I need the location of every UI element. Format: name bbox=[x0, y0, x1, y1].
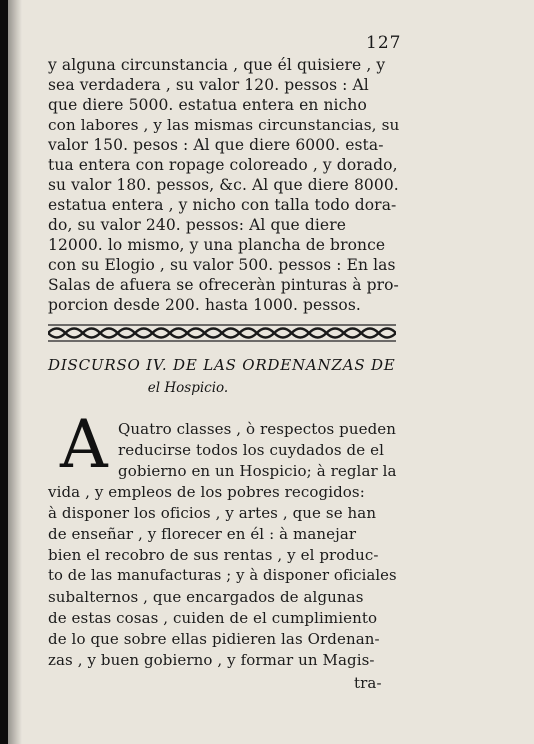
page-gutter-shadow bbox=[8, 0, 22, 744]
text-line: porcion desde 200. hasta 1000. pessos. bbox=[48, 296, 361, 314]
text-line: valor 150. pesos : Al que diere 6000. esta- bbox=[48, 136, 384, 154]
drop-cap: A bbox=[60, 406, 108, 483]
catchword: tra- bbox=[354, 674, 382, 692]
text-line: vida , y empleos de los pobres recogidos: bbox=[48, 483, 365, 501]
ornamental-divider bbox=[48, 321, 396, 345]
book-page bbox=[8, 0, 534, 744]
text-line: Quatro classes , ò respectos pueden bbox=[118, 420, 397, 438]
text-line: de estas cosas , cuiden de el cumplimiento bbox=[48, 609, 378, 627]
text-line: Salas de afuera se ofreceràn pinturas à pro- bbox=[48, 276, 399, 294]
text-line: tua entera con ropage coloreado , y dorado, bbox=[48, 156, 398, 174]
text-line: con labores , y las mismas circunstancias, su bbox=[48, 116, 400, 134]
text-line: sea verdadera , su valor 120. pessos : Al bbox=[48, 76, 369, 94]
text-line: 12000. lo mismo, y una plancha de bronce bbox=[48, 236, 386, 254]
text-line: que diere 5000. estatua entera en nicho bbox=[48, 96, 367, 114]
text-line: gobierno en un Hospicio; à reglar la bbox=[118, 462, 397, 480]
section-heading-subline: el Hospicio. bbox=[147, 380, 229, 396]
section-heading: DISCURSO IV. DE LAS ORDENANZAS DE bbox=[48, 356, 396, 374]
page-number: 127 bbox=[366, 33, 402, 53]
text-line: de lo que sobre ellas pidieren las Ordenan- bbox=[48, 630, 380, 648]
text-line: do, su valor 240. pessos: Al que diere bbox=[48, 216, 346, 234]
text-line: à disponer los oficios , y artes , que se han bbox=[48, 504, 377, 522]
text-line: to de las manufacturas ; y à disponer oficiales bbox=[48, 567, 397, 584]
text-line: estatua entera , y nicho con talla todo dora- bbox=[48, 196, 397, 214]
text-line: de enseñar , y florecer en él : à manejar bbox=[48, 525, 357, 543]
text-line: bien el recobro de sus rentas , y el produc- bbox=[48, 546, 379, 564]
text-line: su valor 180. pessos, &c. Al que diere 8000. bbox=[48, 176, 399, 194]
text-line: zas , y buen gobierno , y formar un Magis- bbox=[48, 651, 375, 669]
text-line: subalternos , que encargados de algunas bbox=[48, 588, 364, 606]
text-line: con su Elogio , su valor 500. pessos : En las bbox=[48, 256, 396, 274]
text-line: reducirse todos los cuydados de el bbox=[118, 441, 384, 459]
text-line: y alguna circunstancia , que él quisiere , y bbox=[48, 56, 386, 74]
